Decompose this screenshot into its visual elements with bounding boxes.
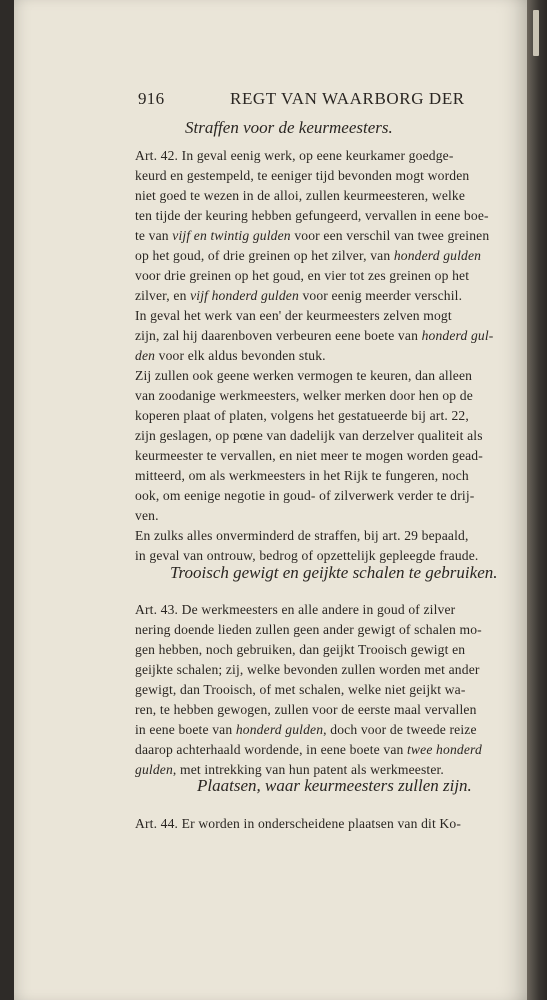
text-line: ven. (135, 508, 159, 523)
text-line: Art. 42. In geval eenig werk, op eene keurkamer goedge- (135, 148, 454, 163)
text-line: keurd en gestempeld, te eeniger tijd bevonden mogt worden (135, 168, 470, 183)
text-line: koperen plaat of platen, volgens het gestatueerde bij art. 22, (135, 408, 469, 423)
text-line: in eene boete van honderd gulden, doch voor de tweede reize (135, 722, 477, 737)
text-line: nering doende lieden zullen geen ander gewigt of schalen mo- (135, 622, 482, 637)
text-line: zijn geslagen, op pœne van dadelijk van derzelver qualiteit als (135, 428, 483, 443)
text-line: zilver, en vijf honderd gulden voor eenig meerder verschil. (135, 288, 463, 303)
text-line: geijkte schalen; zij, welke bevonden zullen worden met ander (135, 662, 480, 677)
text-line: mitteerd, om als werkmeesters in het Rijk te fungeren, noch (135, 468, 469, 483)
text-line: te van vijf en twintig gulden voor een verschil van twee greinen (135, 228, 490, 243)
section-heading-trooisch: Trooisch gewigt en geijkte schalen te gebruiken. (170, 563, 498, 582)
text-line: En zulks alles onverminderd de straffen, bij art. 29 bepaald, (135, 528, 469, 543)
text-line: keurmeester te vervallen, en niet meer te mogen worden gead- (135, 448, 483, 463)
section-heading-straffen: Straffen voor de keurmeesters. (185, 118, 393, 137)
text-line: Zij zullen ook geene werken vermogen te keuren, dan alleen (135, 368, 473, 383)
book-fore-edge (527, 0, 547, 1000)
text-line: ook, om eenige negotie in goud- of zilverwerk verder te drij- (135, 488, 475, 503)
text-line: gulden, met intrekking van hun patent als werkmeester. (135, 762, 444, 777)
book-page (14, 0, 527, 1000)
text-line: voor drie greinen op het goud, en vier tot zes greinen op het (135, 268, 470, 283)
bookmark-ribbon (533, 10, 539, 56)
running-title: REGT VAN WAARBORG DER (230, 89, 465, 108)
text-line: In geval het werk van een' der keurmeesters zelven mogt (135, 308, 452, 323)
text-line: ten tijde der keuring hebben gefungeerd, vervallen in eene boe- (135, 208, 489, 223)
text-line: Art. 43. De werkmeesters en alle andere in goud of zilver (135, 602, 456, 617)
text-line: daarop achterhaald wordende, in eene boete van twee honderd (135, 742, 482, 757)
text-line: zijn, zal hij daarenboven verbeuren eene boete van honderd gul- (135, 328, 494, 343)
text-line: niet goed te wezen in de alloi, zullen keurmeesteren, welke (135, 188, 466, 203)
text-line: op het goud, of drie greinen op het zilver, van honderd gulden (135, 248, 482, 263)
text-line: ren, te hebben gewogen, zullen voor de eerste maal vervallen (135, 702, 477, 717)
text-line: gewigt, dan Trooisch, of met schalen, welke niet geijkt wa- (135, 682, 466, 697)
section-heading-plaatsen: Plaatsen, waar keurmeesters zullen zijn. (197, 776, 472, 795)
text-line: Art. 44. Er worden in onderscheidene plaatsen van dit Ko- (135, 816, 462, 831)
text-line: gen hebben, noch gebruiken, dan geijkt Trooisch gewigt en (135, 642, 466, 657)
page-number: 916 (138, 89, 165, 108)
text-line: van zoodanige werkmeesters, welker merken door hen op de (135, 388, 473, 403)
text-line: in geval van ontrouw, bedrog of opzettelijk gepleegde fraude. (135, 548, 479, 563)
page-header (135, 89, 540, 113)
text-line: den voor elk aldus bevonden stuk. (135, 348, 326, 363)
